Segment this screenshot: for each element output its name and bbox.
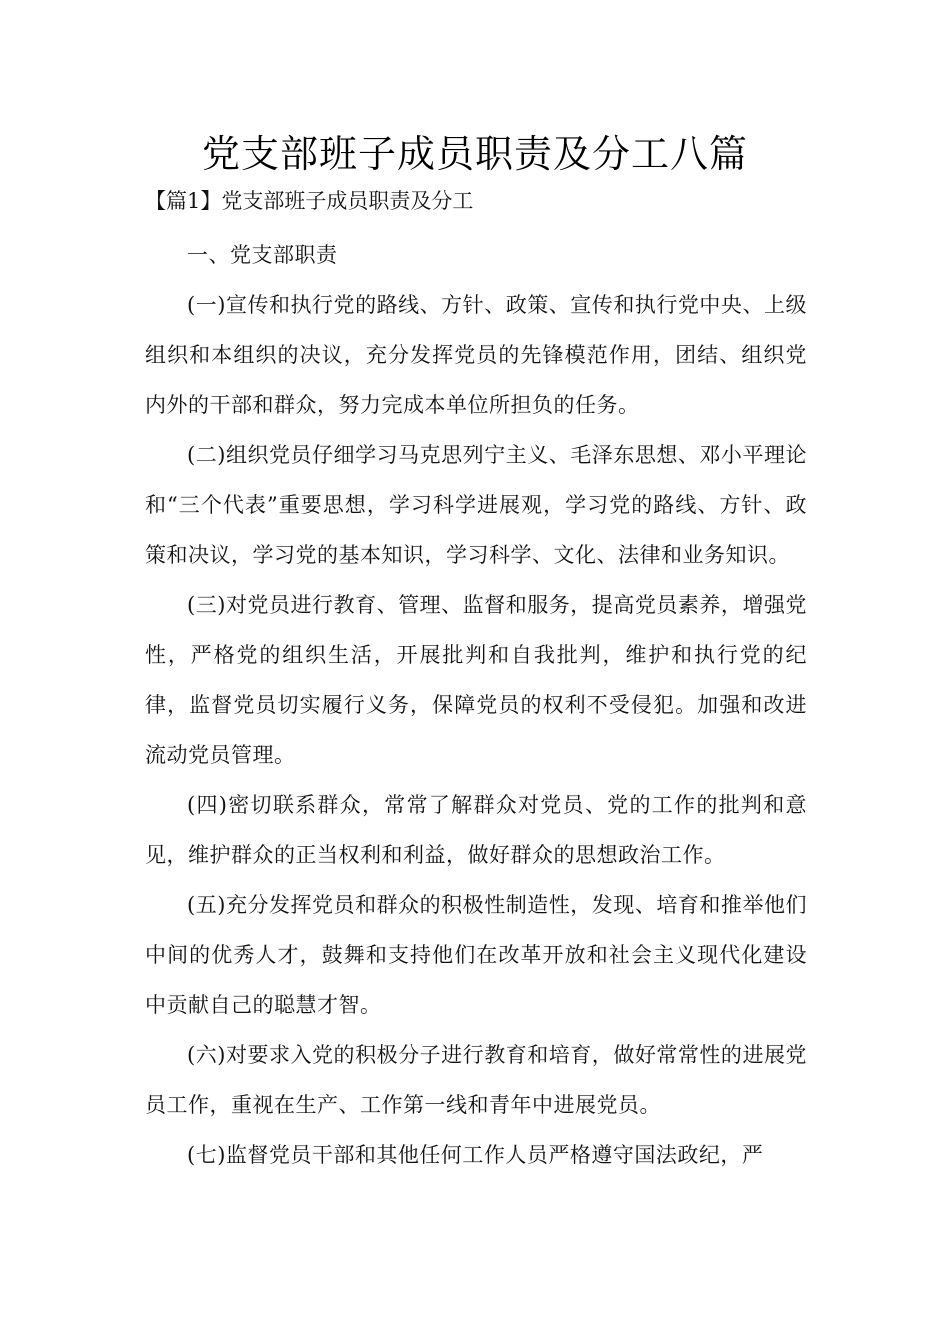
paragraph-1: (一)宣传和执行党的路线、方针、政策、宣传和执行党中央、上级组织和本组织的决议，充分发挥党员的先锋模范作用，团结、组织党内外的干部和群众，努力完成本单位所担负的任务。 [145, 293, 807, 417]
section-heading: 【篇1】党支部班子成员职责及分工 [145, 189, 474, 213]
paragraph-4: (四)密切联系群众，常常了解群众对党员、党的工作的批判和意见，维护群众的正当权利和利益，做好群众的思想政治工作。 [145, 793, 807, 867]
paragraph-5: (五)充分发挥党员和群众的积极性制造性，发现、培育和推举他们中间的优秀人才，鼓舞和支持他们在改革开放和社会主义现代化建设中贡献自己的聪慧才智。 [145, 893, 807, 1017]
section-subheading: 一、党支部职责 [187, 243, 338, 267]
document-body [145, 230, 807, 1180]
paragraph-2: (二)组织党员仔细学习马克思列宁主义、毛泽东思想、邓小平理论和“三个代表”重要思想，学习科学进展观，学习党的路线、方针、政策和决议，学习党的基本知识，学习科学、文化、法律和业务知识。 [145, 443, 807, 567]
document-title: 党支部班子成员职责及分工八篇 [201, 132, 748, 176]
paragraph-3: (三)对党员进行教育、管理、监督和服务，提高党员素养，增强党性，严格党的组织生活，开展批判和自我批判，维护和执行党的纪律，监督党员切实履行义务，保障党员的权利不受侵犯。加强和改进流动党员管理。 [145, 593, 807, 767]
paragraph-6: (六)对要求入党的积极分子进行教育和培育，做好常常性的进展党员工作，重视在生产、工作第一线和青年中进展党员。 [145, 1043, 807, 1117]
paragraph-7: (七)监督党员干部和其他任何工作人员严格遵守国法政纪，严 [187, 1143, 764, 1167]
